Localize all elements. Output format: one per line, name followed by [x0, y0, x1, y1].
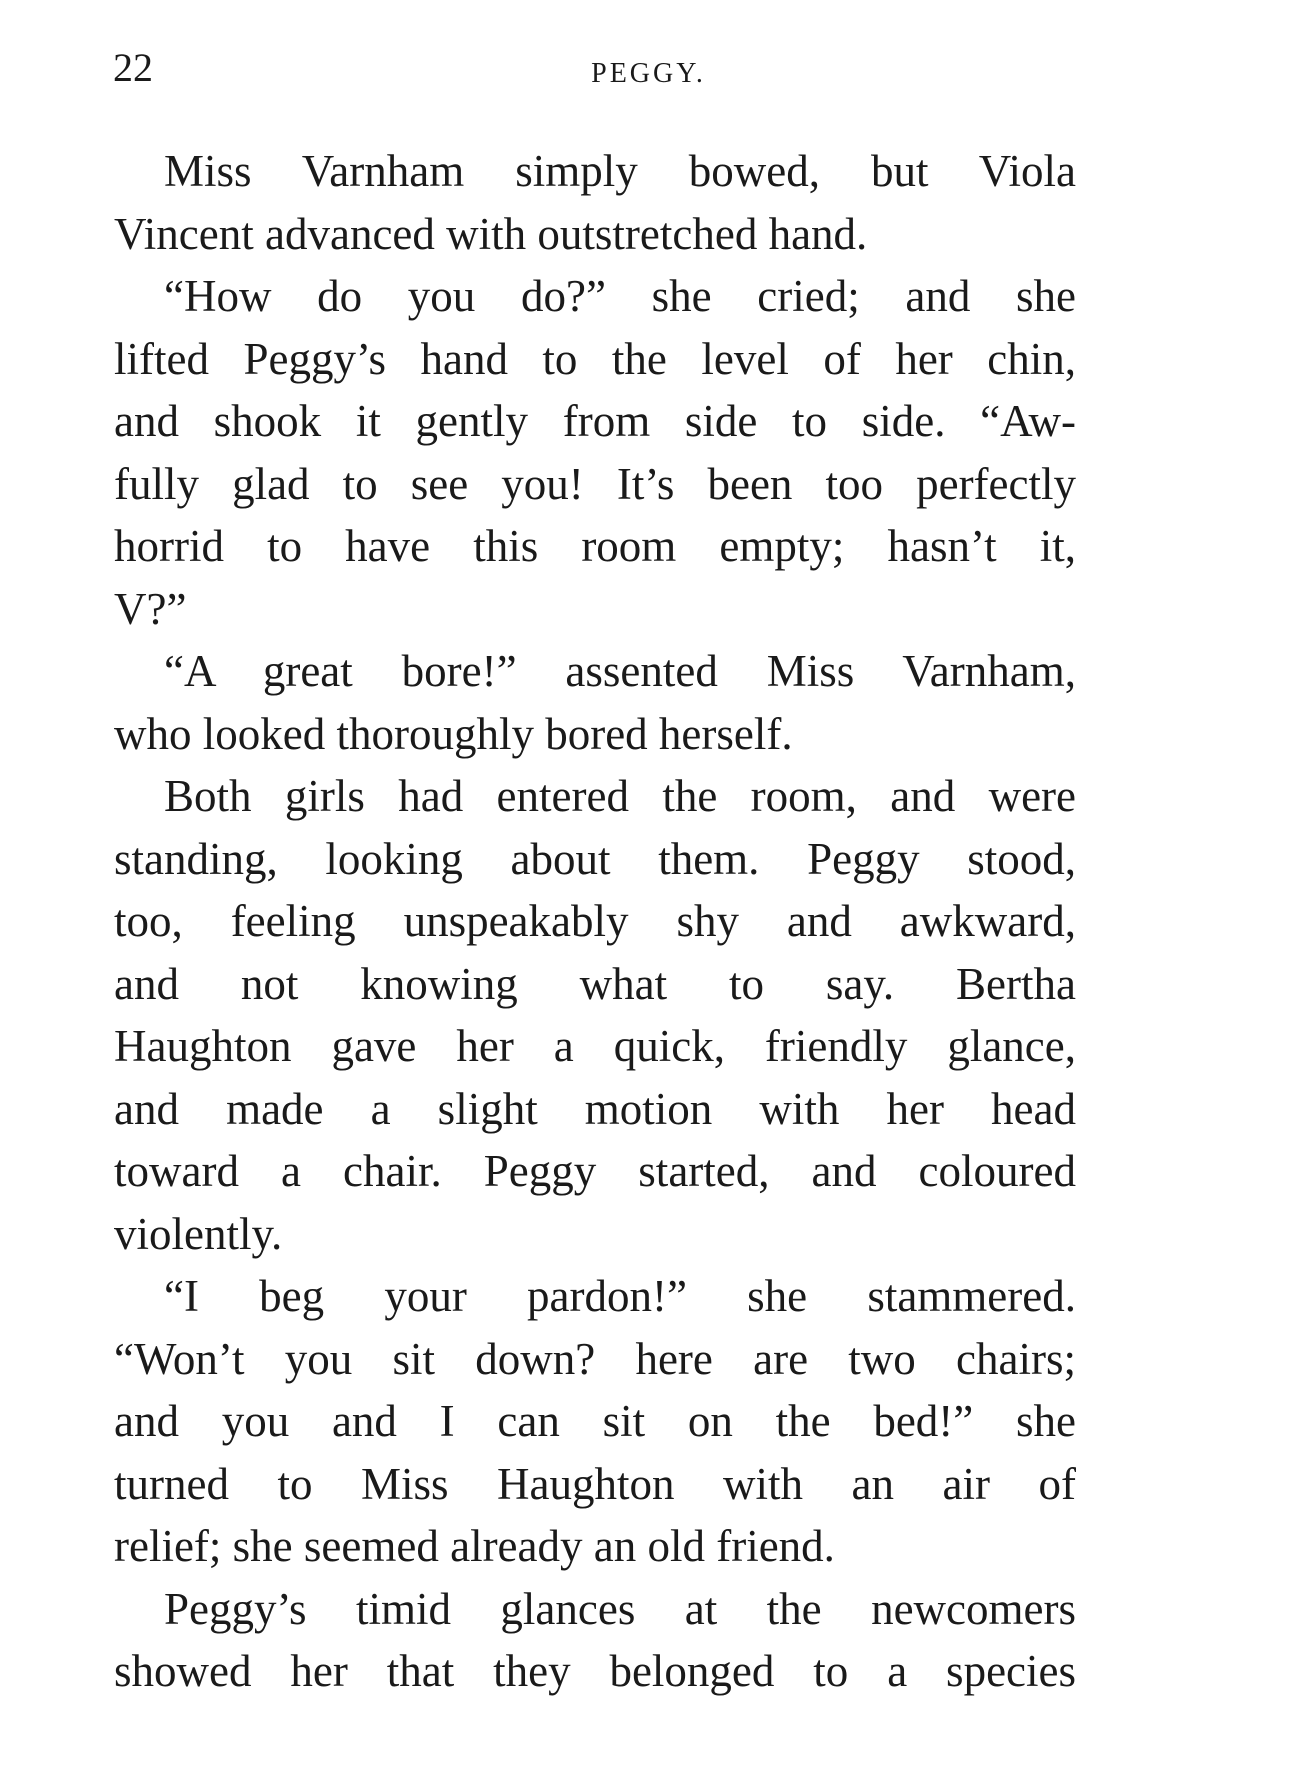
- paragraph-6: [114, 1578, 1076, 1703]
- text-line: “I beg your pardon!” she stammered.: [164, 1271, 1076, 1321]
- text-line: Both girls had entered the room, and were: [164, 771, 1076, 821]
- running-title: PEGGY.: [591, 58, 706, 89]
- text-line: lifted Peggy’s hand to the level of her chin,: [114, 333, 1076, 384]
- text-line: violently.: [114, 1208, 283, 1259]
- text-line: V?”: [114, 583, 187, 634]
- text-line: “How do you do?” she cried; and she: [164, 271, 1076, 321]
- text-line: Miss Varnham simply bowed, but Viola: [164, 146, 1076, 196]
- text-line: Peggy’s timid glances at the newcomers: [164, 1583, 1076, 1634]
- text-line: “A great bore!” assented Miss Varnham,: [164, 646, 1076, 696]
- text-line: horrid to have this room empty; hasn’t it,: [114, 521, 1076, 571]
- paragraph-2: [114, 265, 1076, 640]
- text-line: Vincent advanced with outstretched hand.: [114, 208, 868, 259]
- paragraph-1: [114, 140, 1076, 265]
- text-line: turned to Miss Haughton with an air of: [114, 1458, 1076, 1509]
- text-line: “Won’t you sit down? here are two chairs;: [114, 1333, 1076, 1384]
- text-line: and you and I can sit on the bed!” she: [114, 1396, 1076, 1446]
- text-line: standing, looking about them. Peggy stood,: [114, 833, 1076, 884]
- paragraph-5: [114, 1265, 1076, 1578]
- page-number: 22: [113, 45, 153, 90]
- paragraph-4: [114, 765, 1076, 1265]
- text-line: showed her that they belonged to a species: [114, 1646, 1076, 1696]
- paragraph-3: [114, 640, 1076, 765]
- text-line: relief; she seemed already an old friend.: [114, 1521, 835, 1571]
- text-line: Haughton gave her a quick, friendly glance,: [114, 1021, 1076, 1071]
- text-line: fully glad to see you! It’s been too perfectly: [114, 458, 1076, 509]
- text-line: and shook it gently from side to side. “Aw-: [114, 396, 1076, 446]
- text-line: and made a slight motion with her head: [114, 1083, 1076, 1134]
- text-line: toward a chair. Peggy started, and coloured: [114, 1146, 1076, 1196]
- body-text: [114, 140, 1076, 1703]
- text-line: who looked thoroughly bored herself.: [114, 708, 793, 759]
- text-line: and not knowing what to say. Bertha: [114, 958, 1076, 1009]
- text-line: too, feeling unspeakably shy and awkward,: [114, 896, 1076, 946]
